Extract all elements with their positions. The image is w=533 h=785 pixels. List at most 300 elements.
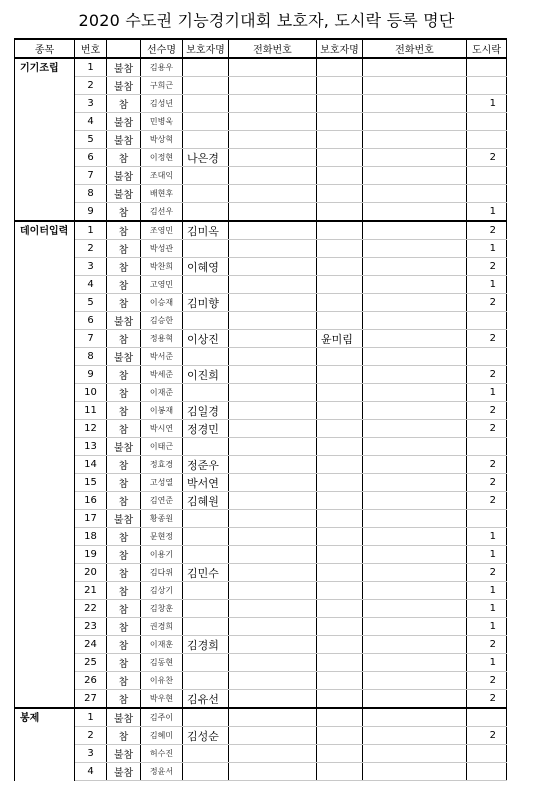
lunch-cell: 2	[467, 258, 507, 276]
number-cell: 13	[75, 438, 107, 456]
lunch-cell	[467, 438, 507, 456]
phone-cell	[229, 384, 317, 402]
guardian-name-cell	[183, 708, 229, 727]
player-name-cell: 김연준	[141, 492, 183, 510]
phone-2-cell	[363, 492, 467, 510]
player-name-cell: 이용기	[141, 546, 183, 564]
category-cell	[15, 330, 75, 348]
category-cell	[15, 474, 75, 492]
category-cell	[15, 763, 75, 781]
status-cell: 참	[107, 654, 141, 672]
lunch-cell: 1	[467, 276, 507, 294]
number-cell: 10	[75, 384, 107, 402]
guardian-name-2-cell	[317, 402, 363, 420]
player-name-cell: 김성년	[141, 95, 183, 113]
category-cell	[15, 745, 75, 763]
guardian-name-2-cell	[317, 474, 363, 492]
player-name-cell: 구희근	[141, 77, 183, 95]
phone-2-cell	[363, 294, 467, 312]
player-name-cell: 배현후	[141, 185, 183, 203]
status-cell: 참	[107, 636, 141, 654]
lunch-cell: 1	[467, 528, 507, 546]
category-cell	[15, 654, 75, 672]
phone-2-cell	[363, 276, 467, 294]
player-name-cell: 김주이	[141, 708, 183, 727]
guardian-name-cell	[183, 167, 229, 185]
number-cell: 24	[75, 636, 107, 654]
guardian-name-cell	[183, 546, 229, 564]
guardian-name-cell	[183, 600, 229, 618]
number-cell: 11	[75, 402, 107, 420]
lunch-cell: 1	[467, 618, 507, 636]
number-cell: 4	[75, 113, 107, 131]
lunch-cell: 2	[467, 727, 507, 745]
lunch-cell: 2	[467, 474, 507, 492]
phone-2-cell	[363, 58, 467, 77]
category-cell	[15, 95, 75, 113]
status-cell: 참	[107, 528, 141, 546]
category-cell	[15, 510, 75, 528]
phone-2-cell	[363, 221, 467, 240]
status-cell: 참	[107, 384, 141, 402]
guardian-name-cell	[183, 438, 229, 456]
status-cell: 참	[107, 294, 141, 312]
phone-cell	[229, 95, 317, 113]
player-name-cell: 김상기	[141, 582, 183, 600]
status-cell: 참	[107, 492, 141, 510]
phone-2-cell	[363, 131, 467, 149]
guardian-name-cell	[183, 654, 229, 672]
status-cell: 참	[107, 240, 141, 258]
guardian-name-cell	[183, 58, 229, 77]
guardian-name-2-cell	[317, 763, 363, 781]
number-cell: 26	[75, 672, 107, 690]
guardian-name-cell: 이혜영	[183, 258, 229, 276]
status-cell: 불참	[107, 708, 141, 727]
number-cell: 1	[75, 58, 107, 77]
guardian-name-cell: 김성순	[183, 727, 229, 745]
table-row	[15, 474, 507, 492]
category-cell	[15, 456, 75, 474]
phone-2-cell	[363, 654, 467, 672]
guardian-name-2-cell	[317, 276, 363, 294]
guardian-name-2-cell	[317, 438, 363, 456]
lunch-cell: 1	[467, 654, 507, 672]
page-title: 2020 수도권 기능경기대회 보호자, 도시락 등록 명단	[78, 11, 455, 30]
header-category: 종목	[15, 39, 75, 58]
player-name-cell: 박시연	[141, 420, 183, 438]
header-phone-2: 전화번호	[363, 39, 467, 58]
player-name-cell: 조대익	[141, 167, 183, 185]
lunch-cell: 1	[467, 582, 507, 600]
category-cell	[15, 672, 75, 690]
table-row	[15, 185, 507, 203]
lunch-cell: 2	[467, 672, 507, 690]
guardian-name-cell: 김경희	[183, 636, 229, 654]
phone-2-cell	[363, 727, 467, 745]
player-name-cell: 문현정	[141, 528, 183, 546]
guardian-name-2-cell	[317, 456, 363, 474]
status-cell: 불참	[107, 745, 141, 763]
table-row	[15, 672, 507, 690]
phone-cell	[229, 456, 317, 474]
player-name-cell: 박성관	[141, 240, 183, 258]
category-cell	[15, 546, 75, 564]
category-cell	[15, 528, 75, 546]
phone-cell	[229, 763, 317, 781]
category-cell	[15, 185, 75, 203]
number-cell: 9	[75, 203, 107, 222]
phone-2-cell	[363, 402, 467, 420]
guardian-name-2-cell	[317, 294, 363, 312]
guardian-name-2-cell	[317, 312, 363, 330]
guardian-name-2-cell: 윤미림	[317, 330, 363, 348]
guardian-name-2-cell	[317, 492, 363, 510]
status-cell: 불참	[107, 348, 141, 366]
phone-2-cell	[363, 113, 467, 131]
lunch-cell: 2	[467, 564, 507, 582]
phone-2-cell	[363, 745, 467, 763]
guardian-name-cell	[183, 384, 229, 402]
guardian-name-2-cell	[317, 546, 363, 564]
guardian-name-cell	[183, 528, 229, 546]
category-cell: 기기조립	[15, 58, 75, 77]
category-cell	[15, 618, 75, 636]
phone-2-cell	[363, 330, 467, 348]
phone-cell	[229, 113, 317, 131]
player-name-cell: 정효경	[141, 456, 183, 474]
table-row	[15, 240, 507, 258]
guardian-name-2-cell	[317, 654, 363, 672]
phone-2-cell	[363, 618, 467, 636]
guardian-name-cell	[183, 185, 229, 203]
lunch-cell: 2	[467, 420, 507, 438]
status-cell: 참	[107, 420, 141, 438]
phone-cell	[229, 366, 317, 384]
lunch-cell: 2	[467, 492, 507, 510]
number-cell: 7	[75, 167, 107, 185]
number-cell: 14	[75, 456, 107, 474]
phone-cell	[229, 131, 317, 149]
lunch-cell: 1	[467, 240, 507, 258]
number-cell: 6	[75, 312, 107, 330]
guardian-name-cell	[183, 203, 229, 222]
phone-cell	[229, 420, 317, 438]
status-cell: 불참	[107, 58, 141, 77]
category-cell	[15, 492, 75, 510]
guardian-name-2-cell	[317, 727, 363, 745]
status-cell: 참	[107, 690, 141, 709]
phone-2-cell	[363, 348, 467, 366]
category-cell	[15, 312, 75, 330]
lunch-cell	[467, 167, 507, 185]
guardian-name-cell	[183, 240, 229, 258]
phone-2-cell	[363, 95, 467, 113]
guardian-name-2-cell	[317, 708, 363, 727]
lunch-cell	[467, 708, 507, 727]
category-cell	[15, 384, 75, 402]
status-cell: 참	[107, 203, 141, 222]
table-row	[15, 763, 507, 781]
guardian-name-cell	[183, 348, 229, 366]
phone-cell	[229, 203, 317, 222]
phone-cell	[229, 708, 317, 727]
status-cell: 참	[107, 456, 141, 474]
guardian-name-2-cell	[317, 564, 363, 582]
guardian-name-cell	[183, 763, 229, 781]
guardian-name-2-cell	[317, 528, 363, 546]
guardian-name-2-cell	[317, 58, 363, 77]
phone-cell	[229, 600, 317, 618]
table-row	[15, 366, 507, 384]
player-name-cell: 박세준	[141, 366, 183, 384]
lunch-cell	[467, 745, 507, 763]
category-cell	[15, 149, 75, 167]
category-cell	[15, 348, 75, 366]
header-number: 번호	[75, 39, 107, 58]
table-row	[15, 221, 507, 240]
player-name-cell: 고영민	[141, 276, 183, 294]
category-cell	[15, 167, 75, 185]
lunch-cell: 2	[467, 366, 507, 384]
lunch-cell: 2	[467, 294, 507, 312]
table-row	[15, 618, 507, 636]
category-cell	[15, 131, 75, 149]
status-cell: 참	[107, 546, 141, 564]
status-cell: 불참	[107, 167, 141, 185]
number-cell: 20	[75, 564, 107, 582]
phone-2-cell	[363, 690, 467, 709]
guardian-name-cell	[183, 582, 229, 600]
phone-cell	[229, 294, 317, 312]
category-cell: 데이터입력	[15, 221, 75, 240]
table-row	[15, 654, 507, 672]
table-row	[15, 708, 507, 727]
phone-cell	[229, 77, 317, 95]
player-name-cell: 민병욱	[141, 113, 183, 131]
table-row	[15, 167, 507, 185]
phone-cell	[229, 528, 317, 546]
guardian-name-2-cell	[317, 690, 363, 709]
phone-2-cell	[363, 456, 467, 474]
table-row	[15, 131, 507, 149]
phone-2-cell	[363, 185, 467, 203]
header-phone: 전화번호	[229, 39, 317, 58]
table-row	[15, 528, 507, 546]
phone-2-cell	[363, 510, 467, 528]
phone-cell	[229, 618, 317, 636]
table-row	[15, 420, 507, 438]
table-row	[15, 727, 507, 745]
player-name-cell: 조영민	[141, 221, 183, 240]
lunch-cell: 2	[467, 402, 507, 420]
status-cell: 불참	[107, 113, 141, 131]
table-row	[15, 456, 507, 474]
guardian-name-2-cell	[317, 95, 363, 113]
number-cell: 6	[75, 149, 107, 167]
status-cell: 참	[107, 582, 141, 600]
status-cell: 참	[107, 149, 141, 167]
guardian-name-cell: 나은경	[183, 149, 229, 167]
phone-2-cell	[363, 149, 467, 167]
player-name-cell: 허수진	[141, 745, 183, 763]
phone-2-cell	[363, 528, 467, 546]
category-cell	[15, 366, 75, 384]
guardian-name-cell	[183, 618, 229, 636]
lunch-cell	[467, 312, 507, 330]
guardian-name-2-cell	[317, 131, 363, 149]
player-name-cell: 박서준	[141, 348, 183, 366]
player-name-cell: 이재훈	[141, 636, 183, 654]
header-row	[15, 39, 507, 58]
phone-cell	[229, 510, 317, 528]
phone-cell	[229, 221, 317, 240]
phone-cell	[229, 727, 317, 745]
phone-cell	[229, 330, 317, 348]
status-cell: 불참	[107, 510, 141, 528]
guardian-name-2-cell	[317, 366, 363, 384]
phone-cell	[229, 185, 317, 203]
table-row	[15, 294, 507, 312]
number-cell: 23	[75, 618, 107, 636]
number-cell: 3	[75, 258, 107, 276]
phone-cell	[229, 258, 317, 276]
number-cell: 9	[75, 366, 107, 384]
number-cell: 27	[75, 690, 107, 709]
player-name-cell: 이태근	[141, 438, 183, 456]
player-name-cell: 권경희	[141, 618, 183, 636]
category-cell	[15, 420, 75, 438]
lunch-cell	[467, 763, 507, 781]
header-guardian-name: 보호자명	[183, 39, 229, 58]
category-cell	[15, 240, 75, 258]
phone-2-cell	[363, 438, 467, 456]
table-row	[15, 203, 507, 222]
player-name-cell: 정윤서	[141, 763, 183, 781]
player-name-cell: 박찬희	[141, 258, 183, 276]
phone-2-cell	[363, 366, 467, 384]
category-cell	[15, 636, 75, 654]
guardian-name-2-cell	[317, 384, 363, 402]
lunch-cell: 2	[467, 456, 507, 474]
guardian-name-2-cell	[317, 221, 363, 240]
status-cell: 참	[107, 618, 141, 636]
category-cell	[15, 203, 75, 222]
number-cell: 1	[75, 708, 107, 727]
status-cell: 참	[107, 95, 141, 113]
guardian-name-cell	[183, 276, 229, 294]
phone-cell	[229, 745, 317, 763]
lunch-cell	[467, 131, 507, 149]
phone-cell	[229, 564, 317, 582]
table-row	[15, 58, 507, 77]
status-cell: 불참	[107, 312, 141, 330]
number-cell: 2	[75, 727, 107, 745]
status-cell: 참	[107, 672, 141, 690]
phone-cell	[229, 276, 317, 294]
category-cell	[15, 77, 75, 95]
phone-cell	[229, 167, 317, 185]
status-cell: 불참	[107, 763, 141, 781]
phone-cell	[229, 312, 317, 330]
phone-cell	[229, 672, 317, 690]
table-row	[15, 546, 507, 564]
table-row	[15, 113, 507, 131]
table-row	[15, 276, 507, 294]
phone-cell	[229, 492, 317, 510]
phone-cell	[229, 654, 317, 672]
guardian-name-cell: 김민수	[183, 564, 229, 582]
guardian-name-2-cell	[317, 600, 363, 618]
phone-2-cell	[363, 763, 467, 781]
phone-2-cell	[363, 420, 467, 438]
number-cell: 7	[75, 330, 107, 348]
guardian-name-cell: 정경민	[183, 420, 229, 438]
lunch-cell: 2	[467, 636, 507, 654]
table-row	[15, 402, 507, 420]
number-cell: 3	[75, 745, 107, 763]
player-name-cell: 이정현	[141, 149, 183, 167]
table-row	[15, 636, 507, 654]
number-cell: 2	[75, 240, 107, 258]
lunch-cell: 1	[467, 546, 507, 564]
table-row	[15, 258, 507, 276]
status-cell: 참	[107, 600, 141, 618]
number-cell: 4	[75, 763, 107, 781]
phone-2-cell	[363, 564, 467, 582]
number-cell: 17	[75, 510, 107, 528]
guardian-name-cell	[183, 312, 229, 330]
phone-cell	[229, 636, 317, 654]
table-row	[15, 312, 507, 330]
lunch-cell: 2	[467, 221, 507, 240]
phone-2-cell	[363, 240, 467, 258]
status-cell: 참	[107, 402, 141, 420]
player-name-cell: 김용우	[141, 58, 183, 77]
guardian-name-2-cell	[317, 77, 363, 95]
guardian-name-cell: 김일경	[183, 402, 229, 420]
phone-cell	[229, 240, 317, 258]
player-name-cell: 이재준	[141, 384, 183, 402]
lunch-cell: 2	[467, 330, 507, 348]
guardian-name-cell: 이진희	[183, 366, 229, 384]
table-row	[15, 348, 507, 366]
player-name-cell: 정용혁	[141, 330, 183, 348]
phone-cell	[229, 438, 317, 456]
lunch-cell	[467, 113, 507, 131]
number-cell: 16	[75, 492, 107, 510]
header-lunch: 도시락	[467, 39, 507, 58]
category-cell	[15, 294, 75, 312]
category-cell	[15, 113, 75, 131]
guardian-name-cell	[183, 113, 229, 131]
table-row	[15, 564, 507, 582]
guardian-name-2-cell	[317, 240, 363, 258]
phone-2-cell	[363, 203, 467, 222]
guardian-name-cell	[183, 745, 229, 763]
status-cell: 참	[107, 564, 141, 582]
phone-cell	[229, 546, 317, 564]
status-cell: 불참	[107, 131, 141, 149]
status-cell: 불참	[107, 77, 141, 95]
number-cell: 19	[75, 546, 107, 564]
phone-cell	[229, 690, 317, 709]
phone-cell	[229, 474, 317, 492]
lunch-cell: 1	[467, 95, 507, 113]
table-row	[15, 95, 507, 113]
lunch-cell	[467, 77, 507, 95]
player-name-cell: 이유찬	[141, 672, 183, 690]
